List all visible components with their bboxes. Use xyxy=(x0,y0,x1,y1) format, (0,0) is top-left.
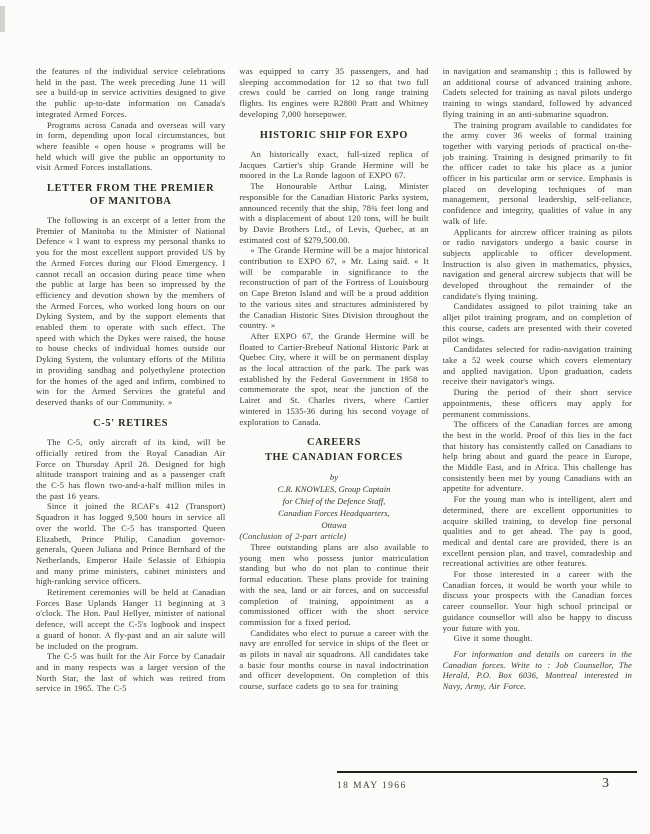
paragraph: After EXPO 67, the Grande Hermine will be floated to Cartier-Brebeuf National Historic Park at Quebec City, where it will be on permanent display as the local attraction of the park. The park was established by the Federal Government in 1958 to commemorate the spot, near the junction of the Lairet and St. Charles rivers, where Cartier wintered in 1535-36 during his second voyage of exploration to Canada. xyxy=(239,330,429,427)
paragraph: Three outstanding plans are also available to young men who possess junior matriculation standing but who do not plan to continue their formal education. These plans provide for training with the sea, land or air forces, and on successful completion of training, appointment as a commissioned officer with the short service commission for a fixed period. xyxy=(239,542,429,627)
paragraph: Candidates assigned to pilot training take an alljet pilot training program, and on completion of this course, cadets are presented with their coveted pilot wings. xyxy=(442,301,632,344)
paragraph: Give it some thought. xyxy=(453,633,533,644)
paragraph: The C-5 was built for the Air Force by Canadair and in many respects was a larger version of the North Star, the last of which was retired from service in 1965. The C-5 xyxy=(36,651,226,694)
paragraph: An historically exact, full-sized replica of Jacques Cartier's ship Grande Hermine will be moored in the La Ronde lagoon of EXPO 67. xyxy=(239,149,429,181)
paragraph: in navigation and seamanship ; this is followed by an additional course of advanced training ashore. Cadets selected for training as naval pilots undergo training to wings standard, followed by advanced flying training in an anti-submarine squadron. xyxy=(442,66,632,119)
paragraph: the features of the individual service celebrations held in the past. The week preceding June 11 will see a build-up in service activities designed to give the public up-to-date information on Canada's integrated Armed Forces. xyxy=(36,66,226,119)
section-heading: THE CANADIAN FORCES xyxy=(264,451,403,463)
section-heading: LETTER FROM THE PREMIER OF MANITOBA xyxy=(47,183,215,207)
section-heading: CAREERS xyxy=(306,437,362,449)
paragraph: Candidates who elect to pursue a career with the navy are enrolled for service in ships of the fleet or as pilots in naval air squadrons. All candidates take a basic four months course in naval indoctrination and officer development. On completion of this course, surface cadets go to sea for training xyxy=(239,627,429,692)
byline-line: for Chief of the Defence Staff, xyxy=(282,496,386,507)
page-number: 3 xyxy=(602,776,609,791)
paragraph: was equipped to carry 35 passengers, and had sleeping accommodation for 12 so that two full crews could be carried on long range training flights. Its engines were R2800 Pratt and Whitney developing 7,000 horsepower. xyxy=(239,66,429,119)
column-left xyxy=(36,66,225,766)
paragraph: The Honourable Arthur Laing, Minister responsible for the Canadian Historic Parks system, announced recently that the ship, 78¾ feet long and with a displacement of about 120 tons, will be built by Davie Brothers Ltd., of Levis, Quebec, at an estimated cost of $279,500.00. xyxy=(239,181,429,245)
paragraph: The following is an excerpt of a letter from the Premier of Manitoba to the Minister of National Defence « I want to express my personal thanks to you for the most excellent support provided US by the Armed Forces during our Flood Emergency. I cannot recall an occasion during peace time when the public at large has been so impressed by the efficiency and devotion shown by the members of the Armed Forces, who worked long hours on our Dyking System, and by the support elements that enabled them to operate with such effect. The speed with which the Dykes were raised, the house to house checks of individual homes outside our Dyking System, the voluntary efforts of the Militia in providing sandbag and polyethylene protection for the homes of the aged and infirm, combined to win for the Armed Services the grateful and deserved thanks of our Community. » xyxy=(36,215,226,407)
paragraph: « The Grande Hermine will be a major historical contribution to EXPO 67, » Mr. Laing said. « It will be comparable in significance to the reconstruction of part of the Fortress of Louisbourg on Cape Breton Island and will be a proud addition to the various sites and structures administered by the Canadian Historic Sites Division throughout the country. » xyxy=(239,245,429,331)
footer-date: 18 MAY 1966 xyxy=(337,781,407,791)
paragraph: During the period of their short service appointments, these officers may apply for permanent commissions. xyxy=(442,387,632,419)
article-columns xyxy=(36,66,632,766)
column-middle xyxy=(239,66,428,766)
paragraph: Retirement ceremonies will be held at Canadian Forces Base Uplands Hanger 11 beginning at 3 o'clock. The Hon. Paul Hellyer, minister of national defence, will accept the C-5's logbook and inspect a guard of honor. A fly-past and an air salute will be included on the program. xyxy=(36,587,226,651)
paragraph: The C-5, only aircraft of its kind, will be officially retired from the Royal Canadian Air Force on Thursday April 28. Designed for high altitude transport training and as a passenger craft the C-5 has flown two-and-a-half million miles in the past 16 years. xyxy=(36,437,226,501)
paragraph: For the young man who is intelligent, alert and determined, there are excellent opportunities to acquire skilled training, to develop fine personal qualities and to get ahead. The pay is good, medical and dental care are provided, there is an excellent pension plan, and travel, comradeship and recreational activities are other features. xyxy=(442,494,632,569)
scan-artifact xyxy=(0,6,5,32)
paragraph: For information and details on careers in the Canadian forces. Write to : Job Counsellor, The Herald, P.O. Box 6036, Montreal interested in Navy, Army, Air Force. xyxy=(442,648,632,692)
paragraph: Programs across Canada and overseas will vary in form, depending upon local circumstances, but where feasible « open house » programs will be held which will give the public an opportunity to visit Armed Forces installations. xyxy=(36,119,226,173)
section-heading: C-5' RETIRES xyxy=(93,417,169,429)
byline-line: by xyxy=(329,472,339,483)
byline-line: Ottawa xyxy=(321,520,347,531)
note: (Conclusion of 2-part article) xyxy=(239,531,347,542)
paragraph: Candidates selected for radio-navigation training take a 52 week course which covers elementary and applied navigation. Upon graduation, cadets receive their navigator's wings. xyxy=(442,344,632,387)
paragraph: The officers of the Canadian forces are among the best in the world. Proof of this lies in the fact that history has consistently called on Canadians to help bring about and guard the peace in Europe, the Middle East, and in Africa. This challenge has consistently been met by young Canadians with an appetite for adventure. xyxy=(442,419,632,494)
column-right xyxy=(443,66,632,766)
paragraph: Since it joined the RCAF's 412 (Transport) Squadron it has logged 9,500 hours in service all over the world. The C-5 has transported Queen Elizabeth, Prince Philip, Canadian governor-generals, Queen Juliana and Prince Bernhard of the Netherlands, Emperor Haile Selassie of Ethiopia and many prime ministers, cabinet ministers and high-ranking service officers. xyxy=(36,501,226,587)
paragraph: For those interested in a career with the Canadian forces, it would be worth your while to discuss your prospects with the Canadian forces career counsellor. Your high school principal or guidance counsellor will also be happy to discuss your future with you. xyxy=(442,569,632,633)
footer-rule xyxy=(337,771,637,773)
paragraph: The training program available to candidates for the army cover 36 weeks of formal training together with varying periods of practical on-the-job training. Training is designed primarily to fit the officer cadet to take his place as a junior officer in his particular arm or service. Emphasis is placed on developing techniques of man management, personal leadership, self-reliance, confidence and integrity, qualities of value in any walk of life. xyxy=(442,119,632,226)
byline-line: Canadian Forces Headquarters, xyxy=(278,508,390,519)
section-heading: HISTORIC SHIP FOR EXPO xyxy=(259,129,409,141)
byline-line: C.R. KNOWLES, Group Captain xyxy=(277,484,391,495)
paragraph: Applicants for aircrew officer training as pilots or radio navigators undergo a basic course in subjects applicable to officer development. Instruction is also given in mathematics, physics, navigation and general aircrew subjects that will be developed throughout the remainder of the candidate's flying training. xyxy=(442,226,632,301)
